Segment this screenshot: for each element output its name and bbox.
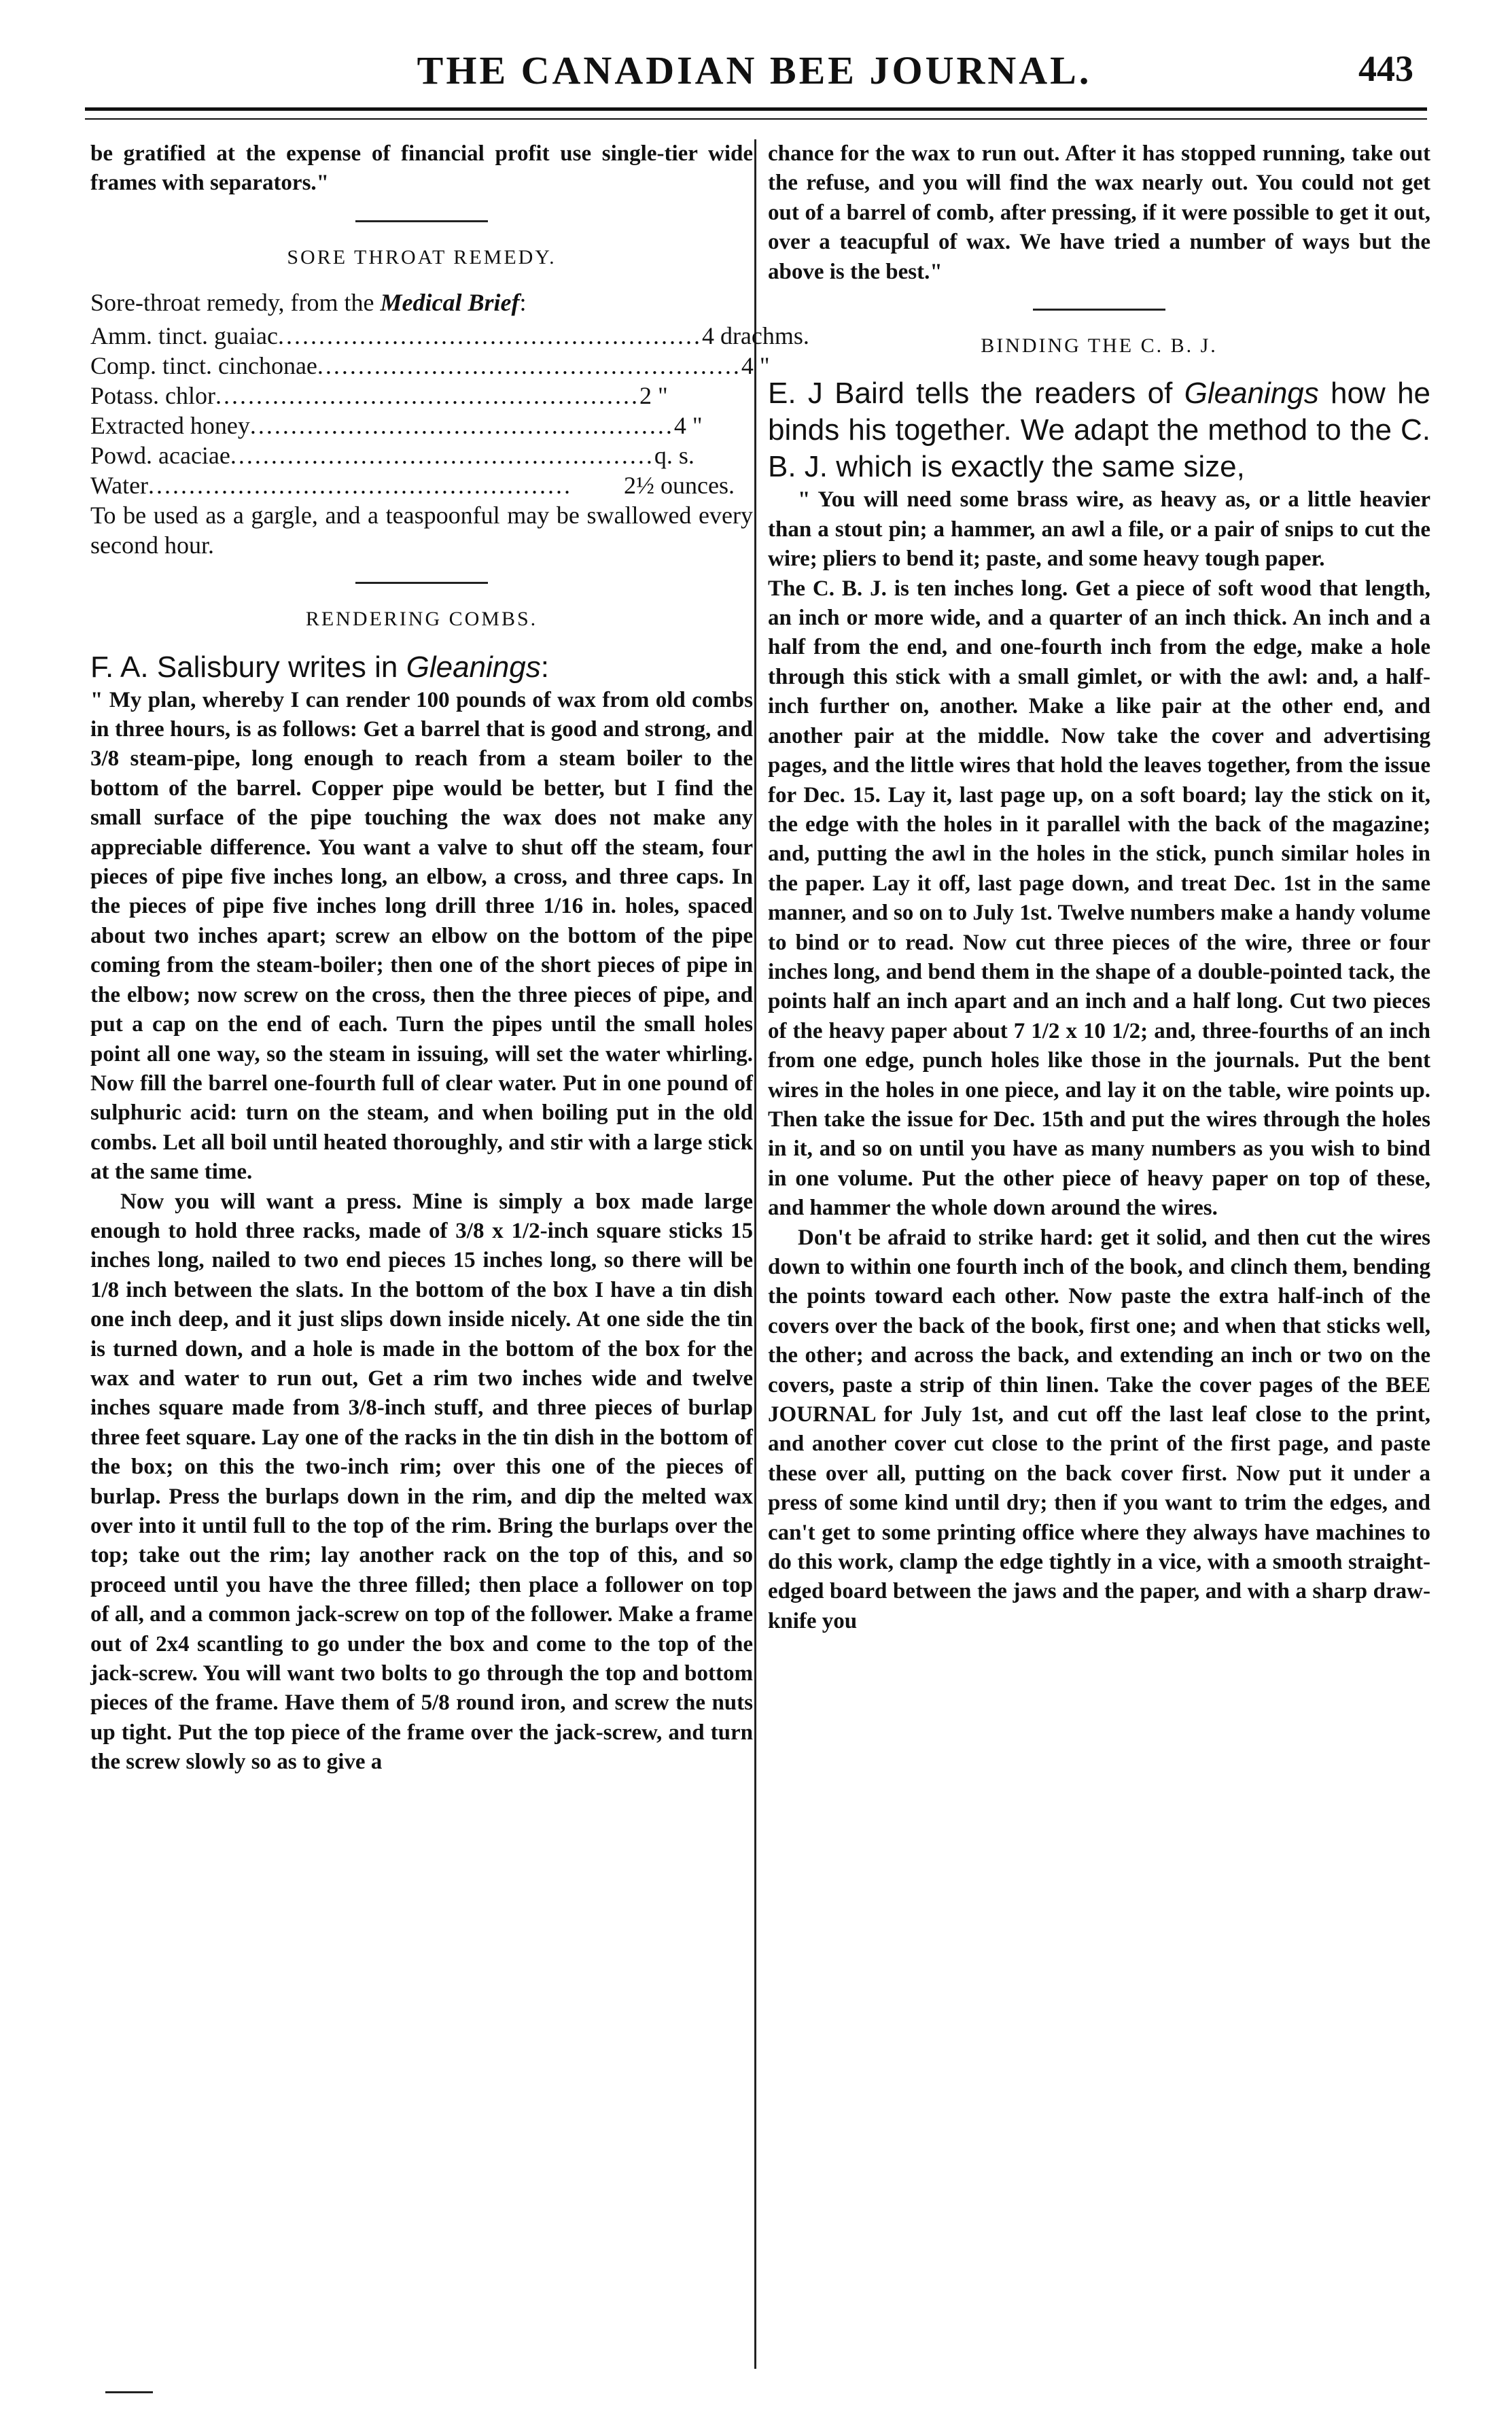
section-heading-rendering: RENDERING COMBS. xyxy=(305,608,538,631)
page-number: 443 xyxy=(1358,48,1413,89)
recipe-line: Extracted honey .................................................... 4 " xyxy=(90,411,753,440)
recipe-line: Potass. chlor .................................................... 2 " xyxy=(90,381,753,411)
recipe-intro xyxy=(90,287,753,318)
recipe-line: Comp. tinct. cinchonae .................................................... 4 " xyxy=(90,352,770,380)
recipe-source: Medical Brief xyxy=(380,289,520,317)
article-paragraph: " My plan, whereby I can render 100 pounds of wax from old combs in three hours, is as follows: Get a barrel that is good and strong, and 3/8 steam-pipe, long enough to reach from a steam boiler to the bottom of the barrel. Copper pipe would be better, but I find the small surface of the pipe touching the wax does not make any appreciable difference. You want a valve to shut off the steam, four pieces of pipe five inches long, an elbow, a cross, and three caps. In the pieces of pipe five inches long drill three 1/16 in. holes, spaced about two inches apart; screw an elbow on the bottom of the pipe coming from the steam-boiler; then one of the short pieces of pipe in the elbow; now screw on the cross, then the three pieces of pipe, and put a cap on the end of each. Turn the pipes until the small holes point all one way, so the steam in issuing, will set the water whirling. Now fill the barrel one-fourth full of clear water. Put in one pound of sulphuric acid: turn on the steam, and when boiling put in the old combs. Let all boil until heated thoroughly, and stir with a large stick at the same time. xyxy=(90,687,753,1185)
ingredient-amount: 4 drachms. xyxy=(701,322,809,350)
lead-text: E. J Baird tells the readers of xyxy=(768,377,1184,411)
ingredient-name: Extracted honey xyxy=(90,412,250,440)
ingredient-amount: 4 " xyxy=(673,412,703,440)
recipe-list xyxy=(90,321,809,500)
recipe-line: Amm. tinct. guaiac .................................................... 4 drachms. xyxy=(90,322,809,350)
section-divider xyxy=(1033,309,1165,311)
left-column xyxy=(90,139,809,2376)
recipe-note: To be used as a gargle, and a teaspoonful may be swallowed every second hour. xyxy=(90,502,753,559)
footer-mark xyxy=(105,2391,153,2393)
header-rule-thin xyxy=(85,118,1427,120)
lead-text: F. A. Salisbury writes in xyxy=(90,650,406,684)
article-lead xyxy=(768,375,1430,485)
recipe-line: Powd. acaciae .................................................... q. s. xyxy=(90,440,753,470)
ingredient-name: Amm. tinct. guaiac xyxy=(90,322,278,350)
recipe-intro-end: : xyxy=(519,289,527,317)
ingredient-name: Comp. tinct. cinchonae xyxy=(90,352,317,380)
running-head xyxy=(88,42,1420,97)
recipe-intro-text: Sore-throat remedy, from the xyxy=(90,289,381,317)
lead-end: : xyxy=(540,650,549,684)
opening-paragraph: be gratified at the expense of financial profit use single-tier wide frames with separators." xyxy=(90,141,753,196)
column-divider xyxy=(754,139,756,2369)
ingredient-amount: 2 " xyxy=(639,382,668,410)
article-paragraph: Now you will want a press. Mine is simply a box made large enough to hold three racks, made of 3/8 x 1/2-inch square sticks 15 inches long, nailed to two end pieces 15 inches long, so there will be 1/8 inch between the slats. In the bottom of the box I have a tin dish one inch deep, and it just slips down inside nicely. At one side the tin is turned down, and a hole is made in the bottom of the box for the wax and water to run out, Get a rim two inches wide and twelve inches square made from 3/8-inch stuff, and three pieces of burlap three feet square. Lay one of the racks in the tin dish in the bottom of the box; on this the two-inch rim; over this one of the pieces of burlap. Press the burlaps down in the rim, and dip the melted wax over into it until full to the top of the rim. Bring the burlaps over the top; take out the rim; lay another rack on the top of this, and so proceed until you have the three filled; then place a follower on top of all, and a common jack-screw on top of the follower. Make a frame out of 2x4 scantling to go under the box and come to the top of the jack-screw. You will want two bolts to go through the top and bottom pieces of the frame. Have them of 5/8 round iron, and screw the nuts up tight. Put the top piece of the frame over the jack-screw, and turn the screw slowly so as to give a xyxy=(90,1189,753,1775)
article-lead xyxy=(90,649,753,686)
header-rule xyxy=(85,107,1427,111)
section-heading-binding: BINDING THE C. B. J. xyxy=(981,334,1218,358)
continued-paragraph: chance for the wax to run out. After it has stopped running, take out the refuse, and you will find the wax nearly out. You could not get out of a barrel of comb, after pressing, if it were possible to get it out, over a teacupful of wax. We have tried a number of ways but the above is the best." xyxy=(768,141,1430,284)
lead-source-title: Gleanings xyxy=(1184,377,1319,411)
right-column xyxy=(768,139,1430,2376)
journal-title: THE CANADIAN BEE JOURNAL. xyxy=(417,48,1092,92)
section-divider xyxy=(355,220,488,222)
ingredient-amount: 2½ ounces. xyxy=(624,472,735,500)
article-paragraph: Don't be afraid to strike hard: get it solid, and then cut the wires down to within one fourth inch of the book, and clinch them, bending the points toward each other. Now paste the extra half-inch of the covers over the back of the book, first one; and when that sticks well, the other; and across the back, and extending an inch or two on the covers, paste a strip of thin linen. Take the cover pages of the BEE JOURNAL for July 1st, and cut off the last leaf close to the print, and another cover cut close to the print of the first page, and paste these over all, putting on the back cover first. Now put it under a press of some kind until dry; then if you want to trim the edges, and can't get to some printing office where they always have machines to do this work, clamp the edge tightly in a vice, with a smooth straight-edged board between the jaws and the paper, and with a sharp draw-knife you xyxy=(768,1225,1430,1633)
ingredient-name: Water xyxy=(90,472,149,500)
recipe-line: Water .................................................... 2½ ounces. xyxy=(90,470,753,500)
ingredient-name: Potass. chlor xyxy=(90,382,215,410)
ingredient-amount: 4 " xyxy=(741,352,770,380)
article-paragraph: The C. B. J. is ten inches long. Get a piece of soft wood that length, an inch or more wide, and a quarter of an inch thick. An inch and a half from the end, and one-fourth inch from the edge, make a hole through this stick with a small gimlet, or with the awl: and, a half-inch further on, another. Make a like pair at the other end, and another pair at the middle. Now take the cover and advertising pages, and the little wires that hold the leaves together, from the issue for Dec. 15. Lay it, last page up, on a soft board; lay the stick on it, the edge with the holes in it parallel with the back of the magazine; and, putting the awl in the holes in the stick, punch similar holes in the paper. Lay it off, last page down, and treat Dec. 1st in the same manner, and so on to July 1st. Twelve numbers make a handy volume to bind or to read. Now cut three pieces of the wire, three or four inches long, and bend them in the shape of a double-pointed tack, the points half an inch apart and an inch and a half long. Cut two pieces of the heavy paper about 7 1/2 x 10 1/2; and, three-fourths of an inch from one edge, punch holes like those in the journals. Put the bent wires in the holes in one piece, and lay it on the table, wire points up. Then take the issue for Dec. 15th and put the wires through the holes in it, and so on until you have as many numbers as you wish to bind in one volume. Put the other piece of heavy paper on top of these, and hammer the whole down around the wires. xyxy=(768,576,1430,1221)
lead-rest: how he binds his together. We adapt the method to the C. B. J. which is exactly the same size, xyxy=(768,377,1431,484)
article-paragraph: " You will need some brass wire, as heavy as, or a little heavier than a stout pin; a hammer, an awl a file, or a pair of snips to cut the wire; pliers to bend it; paste, and some heavy tough paper. xyxy=(768,487,1430,572)
section-divider xyxy=(355,582,488,584)
ingredient-name: Powd. acaciae xyxy=(90,442,230,470)
ingredient-amount: q. s. xyxy=(654,442,695,470)
lead-source-title: Gleanings xyxy=(406,650,541,684)
section-heading-sore-throat: SORE THROAT REMEDY. xyxy=(287,245,557,268)
